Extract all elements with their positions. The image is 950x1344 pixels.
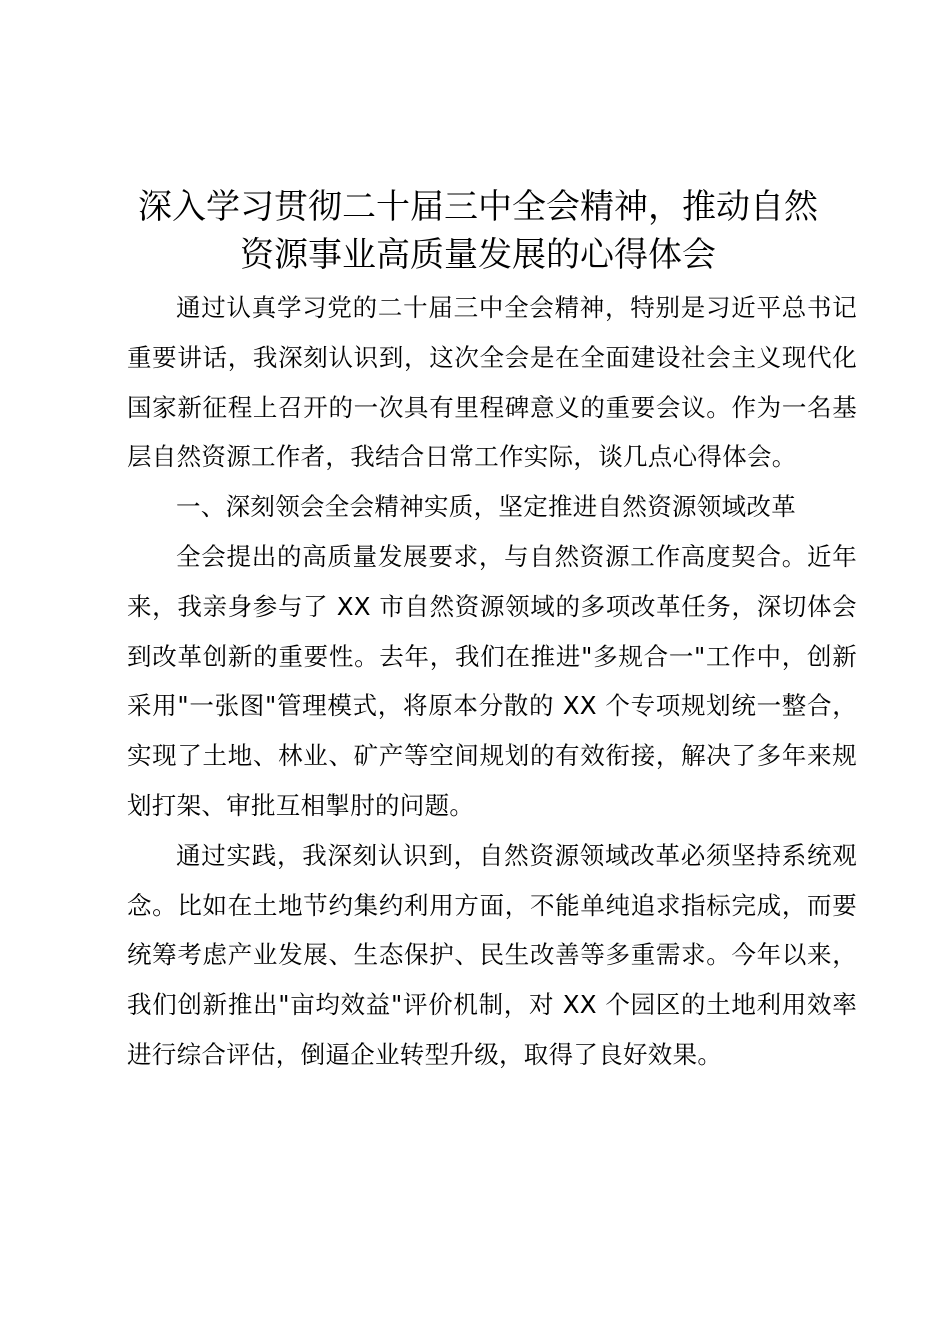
paragraph-system-view: 通过实践，我深刻认识到，自然资源领域改革必须坚持系统观念。比如在土地节约集约利用方面，不能单纯追求指标完成，而要统筹考虑产业发展、生态保护、民生改善等多重需求。今年以来，我们创新推出"亩均效益"评价机制，对 XX 个园区的土地利用效率进行综合评估，倒逼企业转型升级，取得了良好效果。 bbox=[127, 840, 857, 1069]
section-heading-1: 一、深刻领会全会精神实质，坚定推进自然资源领域改革 bbox=[176, 492, 796, 522]
document-body bbox=[127, 283, 857, 1080]
document-title-line-2: 资源事业高质量发展的心得体会 bbox=[240, 235, 716, 275]
paragraph-intro: 通过认真学习党的二十届三中全会精神，特别是习近平总书记重要讲话，我深刻认识到，这次全会是在全面建设社会主义现代化国家新征程上召开的一次具有里程碑意义的重要会议。作为一名基层自然资源工作者，我结合日常工作实际，谈几点心得体会。 bbox=[127, 293, 857, 472]
paragraph-reform-practice: 全会提出的高质量发展要求，与自然资源工作高度契合。近年来，我亲身参与了 XX 市自然资源领域的多项改革任务，深切体会到改革创新的重要性。去年，我们在推进"多规合一"工作中，创新采用"一张图"管理模式，将原本分散的 XX 个专项规划统一整合，实现了土地、林业、矿产等空间规划的有效衔接，解决了多年来规划打架、审批互相掣肘的问题。 bbox=[127, 541, 857, 820]
document-title-line-1: 深入学习贯彻二十届三中全会精神，推动自然 bbox=[138, 187, 818, 227]
